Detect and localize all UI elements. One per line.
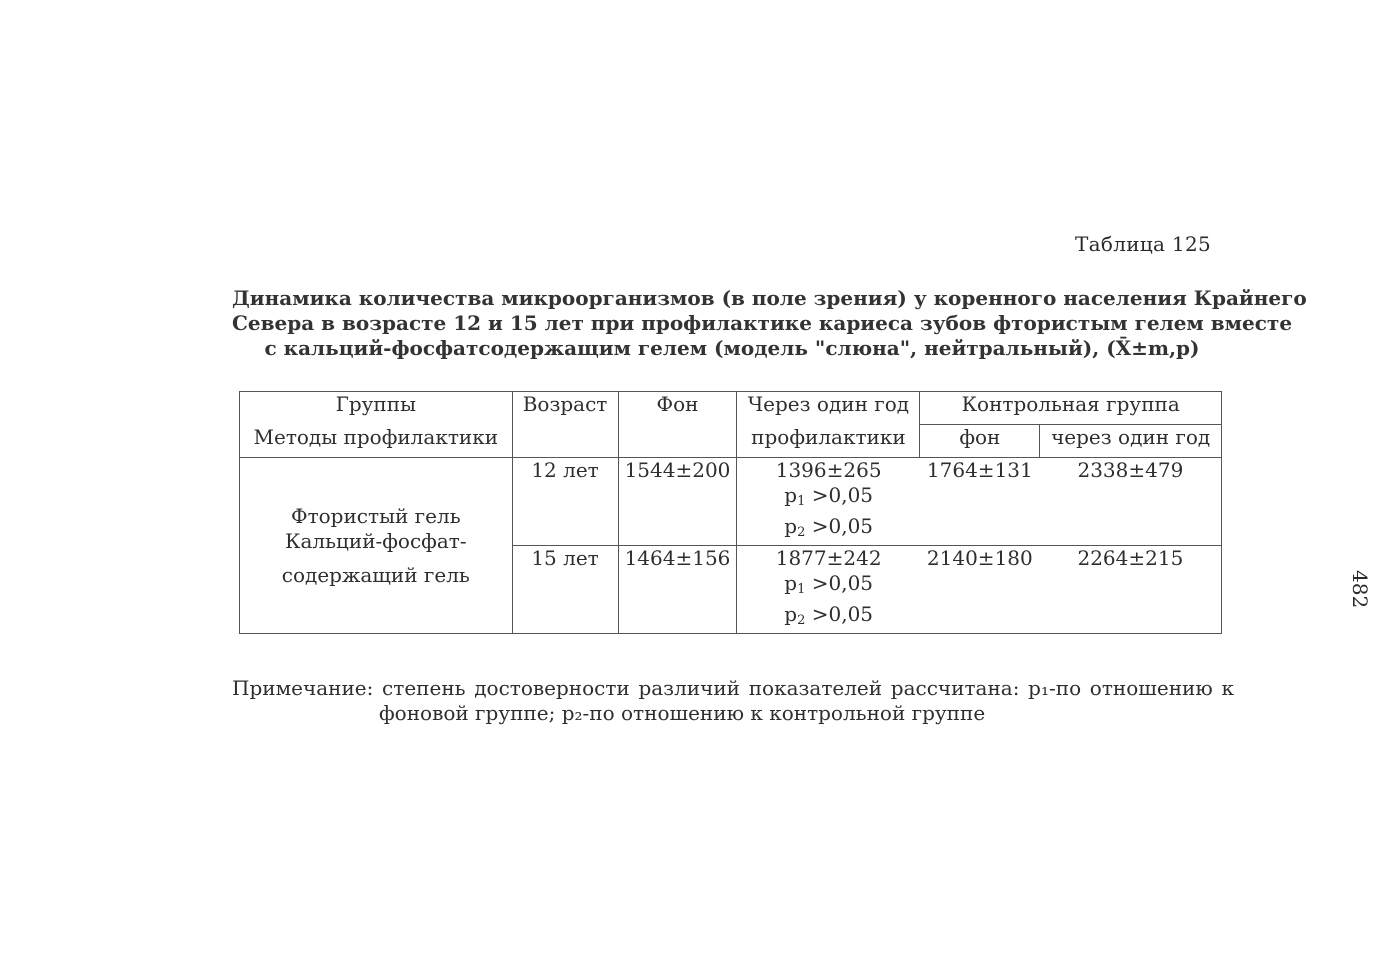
page-number bbox=[1348, 570, 1372, 610]
after-year-cell bbox=[737, 546, 920, 634]
age-cell: 12 лет bbox=[512, 458, 618, 546]
after-year-value: 1877±242 bbox=[775, 546, 882, 570]
after-year-cell bbox=[737, 458, 920, 546]
control-after-year-cell: 2338±479 bbox=[1040, 458, 1222, 546]
p2-value: $p_2 >0,05$ bbox=[784, 602, 874, 628]
header-control-background: фон bbox=[920, 425, 1040, 458]
group-label-line-3: содержащий гель bbox=[281, 562, 470, 587]
header-prophylaxis: профилактики bbox=[737, 425, 920, 458]
background-cell: 1544±200 bbox=[618, 458, 737, 546]
background-cell: 1464±156 bbox=[618, 546, 737, 634]
page-number-text: 482 bbox=[1348, 570, 1372, 609]
control-background-cell: 2140±180 bbox=[920, 546, 1040, 634]
p1-value: $p_1 >0,05$ bbox=[784, 483, 874, 509]
control-after-year-cell: 2264±215 bbox=[1040, 546, 1222, 634]
p2-value: $p_2 >0,05$ bbox=[784, 514, 874, 540]
control-background-cell: 1764±131 bbox=[920, 458, 1040, 546]
header-control-group: Контрольная группа bbox=[920, 392, 1222, 425]
data-table bbox=[239, 391, 1222, 634]
group-label-line-2: Кальций-фосфат- bbox=[285, 528, 467, 553]
header-after-year: Через один год bbox=[737, 392, 920, 425]
header-control-after-year: через один год bbox=[1040, 425, 1222, 458]
caption-line-1: Динамика количества микроорганизмов (в поле зрения) у коренного населения Крайнего bbox=[232, 286, 1307, 310]
note-word: степень bbox=[382, 676, 466, 700]
table-number: Таблица 125 bbox=[1075, 232, 1211, 256]
note-line-2: фоновой группе; p₂-по отношению к контрольной группе bbox=[379, 701, 986, 725]
note-word: к bbox=[1221, 676, 1234, 700]
header-row-1 bbox=[240, 392, 1222, 425]
caption-line-2: Севера в возрасте 12 и 15 лет при профилактике кариеса зубов фтористым гелем вместе bbox=[232, 311, 1293, 335]
note-word: Примечание: bbox=[232, 676, 374, 700]
age-cell: 15 лет bbox=[512, 546, 618, 634]
note-word: p₁-по bbox=[1028, 676, 1082, 700]
header-methods: Методы профилактики bbox=[240, 425, 513, 458]
table-caption bbox=[232, 286, 1307, 361]
table-note bbox=[232, 676, 1234, 726]
note-word: отношению bbox=[1089, 676, 1213, 700]
note-line-1 bbox=[232, 676, 1234, 701]
note-word: достоверности bbox=[474, 676, 630, 700]
header-background: Фон bbox=[618, 392, 737, 458]
group-label-cell bbox=[240, 458, 513, 634]
group-label-line-1: Фтористый гель bbox=[290, 503, 461, 528]
header-age: Возраст bbox=[512, 392, 618, 458]
header-groups: Группы bbox=[240, 392, 513, 425]
table-row bbox=[240, 458, 1222, 546]
p1-value: $p_1 >0,05$ bbox=[784, 571, 874, 597]
caption-line-3: с кальций-фосфатсодержащим гелем (модель "слюна", нейтральный), (X̄±m,p) bbox=[264, 336, 1200, 360]
note-word: рассчитана: bbox=[890, 676, 1020, 700]
note-word: различий bbox=[638, 676, 741, 700]
after-year-value: 1396±265 bbox=[775, 458, 882, 482]
note-word: показателей bbox=[748, 676, 883, 700]
